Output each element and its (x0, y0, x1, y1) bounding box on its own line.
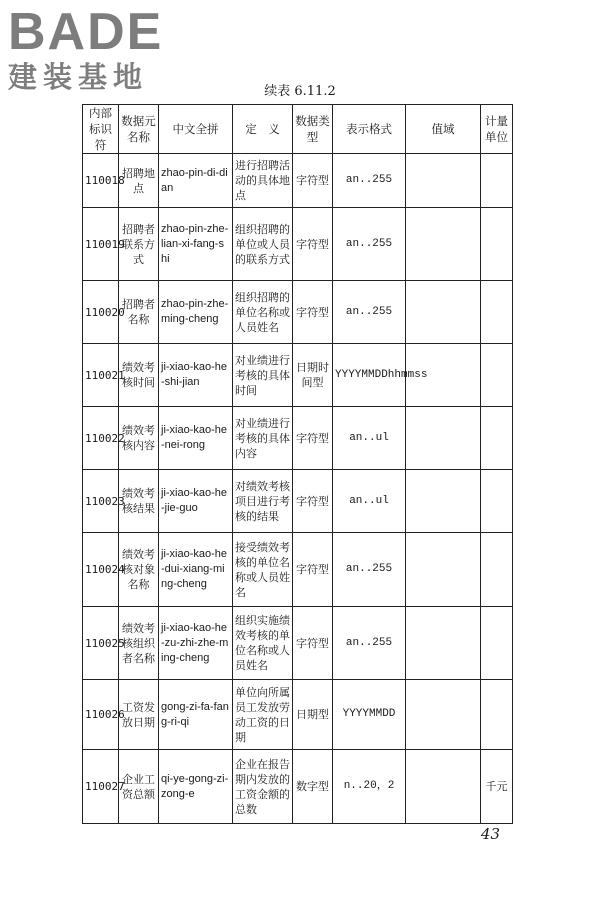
table-row (83, 533, 513, 607)
cell-format: an..255 (333, 154, 406, 208)
table-row (83, 607, 513, 680)
cell-unit (481, 470, 513, 533)
cell-definition: 对业绩进行考核的具体时间 (233, 344, 293, 407)
table-row (83, 750, 513, 824)
cell-name: 工资发放日期 (119, 680, 159, 750)
cell-format: an..ul (333, 470, 406, 533)
cell-code: 110020 (83, 281, 119, 344)
table-body (83, 154, 513, 824)
cell-definition: 组织实施绩效考核的单位名称或人员姓名 (233, 607, 293, 680)
cell-unit (481, 208, 513, 281)
cell-unit (481, 407, 513, 470)
cell-format: an..255 (333, 281, 406, 344)
cell-dtype: 字符型 (293, 470, 333, 533)
cell-definition: 进行招聘活动的具体地点 (233, 154, 293, 208)
header-format: 表示格式 (333, 105, 406, 154)
cell-definition: 接受绩效考核的单位名称或人员姓名 (233, 533, 293, 607)
cell-dtype: 日期型 (293, 680, 333, 750)
cell-format: an..ul (333, 407, 406, 470)
cell-format: YYYYMMDDhhmmss (333, 344, 406, 407)
cell-format: an..255 (333, 607, 406, 680)
cell-domain (406, 470, 481, 533)
cell-code: 110026 (83, 680, 119, 750)
cell-name: 招聘者名称 (119, 281, 159, 344)
header-unit: 计量单位 (481, 105, 513, 154)
cell-unit (481, 533, 513, 607)
header-pinyin: 中文全拼 (159, 105, 233, 154)
cell-pinyin: ji-xiao-kao-he-dui-xiang-ming-cheng (159, 533, 233, 607)
cell-code: 110023 (83, 470, 119, 533)
cell-definition: 单位向所属员工发放劳动工资的日期 (233, 680, 293, 750)
logo-subtitle: 建装基地 (8, 60, 149, 94)
cell-name: 企业工资总额 (119, 750, 159, 824)
table-row (83, 680, 513, 750)
cell-code: 110027 (83, 750, 119, 824)
cell-name: 招聘地点 (119, 154, 159, 208)
cell-dtype: 字符型 (293, 281, 333, 344)
cell-domain (406, 208, 481, 281)
cell-dtype: 字符型 (293, 154, 333, 208)
cell-domain (406, 407, 481, 470)
cell-format: an..255 (333, 208, 406, 281)
cell-dtype: 字符型 (293, 407, 333, 470)
cell-domain (406, 154, 481, 208)
cell-definition: 组织招聘的单位或人员的联系方式 (233, 208, 293, 281)
logo-brand: BADE (8, 3, 164, 61)
table-row (83, 407, 513, 470)
cell-dtype: 数字型 (293, 750, 333, 824)
table-row (83, 208, 513, 281)
cell-code: 110025 (83, 607, 119, 680)
cell-pinyin: ji-xiao-kao-he-shi-jian (159, 344, 233, 407)
cell-domain (406, 607, 481, 680)
cell-definition: 组织招聘的单位名称或人员姓名 (233, 281, 293, 344)
cell-unit (481, 154, 513, 208)
cell-domain (406, 750, 481, 824)
cell-unit (481, 344, 513, 407)
header-domain: 值域 (406, 105, 481, 154)
cell-code: 110021 (83, 344, 119, 407)
cell-format: n..20，2 (333, 750, 406, 824)
cell-pinyin: ji-xiao-kao-he-nei-rong (159, 407, 233, 470)
cell-dtype: 日期时间型 (293, 344, 333, 407)
cell-pinyin: qi-ye-gong-zi-zong-e (159, 750, 233, 824)
cell-unit (481, 680, 513, 750)
table-header-row (83, 105, 513, 154)
cell-dtype: 字符型 (293, 607, 333, 680)
cell-domain (406, 533, 481, 607)
cell-pinyin: zhao-pin-zhe-ming-cheng (159, 281, 233, 344)
cell-dtype: 字符型 (293, 533, 333, 607)
cell-code: 110019 (83, 208, 119, 281)
header-definition: 定 义 (233, 105, 293, 154)
cell-pinyin: zhao-pin-di-dian (159, 154, 233, 208)
cell-pinyin: zhao-pin-zhe-lian-xi-fang-shi (159, 208, 233, 281)
cell-unit (481, 607, 513, 680)
cell-format: YYYYMMDD (333, 680, 406, 750)
cell-unit: 千元 (481, 750, 513, 824)
cell-definition: 对绩效考核项目进行考核的结果 (233, 470, 293, 533)
cell-definition: 企业在报告期内发放的工资金额的总数 (233, 750, 293, 824)
cell-pinyin: ji-xiao-kao-he-jie-guo (159, 470, 233, 533)
cell-domain (406, 680, 481, 750)
header-name: 数据元名称 (119, 105, 159, 154)
cell-format: an..255 (333, 533, 406, 607)
table-row (83, 344, 513, 407)
cell-dtype: 字符型 (293, 208, 333, 281)
header-code: 内部标识符 (83, 105, 119, 154)
cell-definition: 对业绩进行考核的具体内容 (233, 407, 293, 470)
header-dtype: 数据类型 (293, 105, 333, 154)
cell-pinyin: gong-zi-fa-fang-ri-qi (159, 680, 233, 750)
table-row (83, 281, 513, 344)
cell-name: 绩效考核组织者名称 (119, 607, 159, 680)
page-number: 43 (480, 825, 500, 843)
cell-code: 110018 (83, 154, 119, 208)
data-element-table (82, 104, 513, 824)
cell-name: 招聘者联系方式 (119, 208, 159, 281)
cell-code: 110022 (83, 407, 119, 470)
cell-name: 绩效考核对象名称 (119, 533, 159, 607)
cell-name: 绩效考核结果 (119, 470, 159, 533)
cell-domain (406, 281, 481, 344)
cell-unit (481, 281, 513, 344)
cell-code: 110024 (83, 533, 119, 607)
table-title: 续表 6.11.2 (264, 84, 336, 99)
cell-name: 绩效考核时间 (119, 344, 159, 407)
cell-pinyin: ji-xiao-kao-he-zu-zhi-zhe-ming-cheng (159, 607, 233, 680)
table-row (83, 470, 513, 533)
table-row (83, 154, 513, 208)
cell-name: 绩效考核内容 (119, 407, 159, 470)
